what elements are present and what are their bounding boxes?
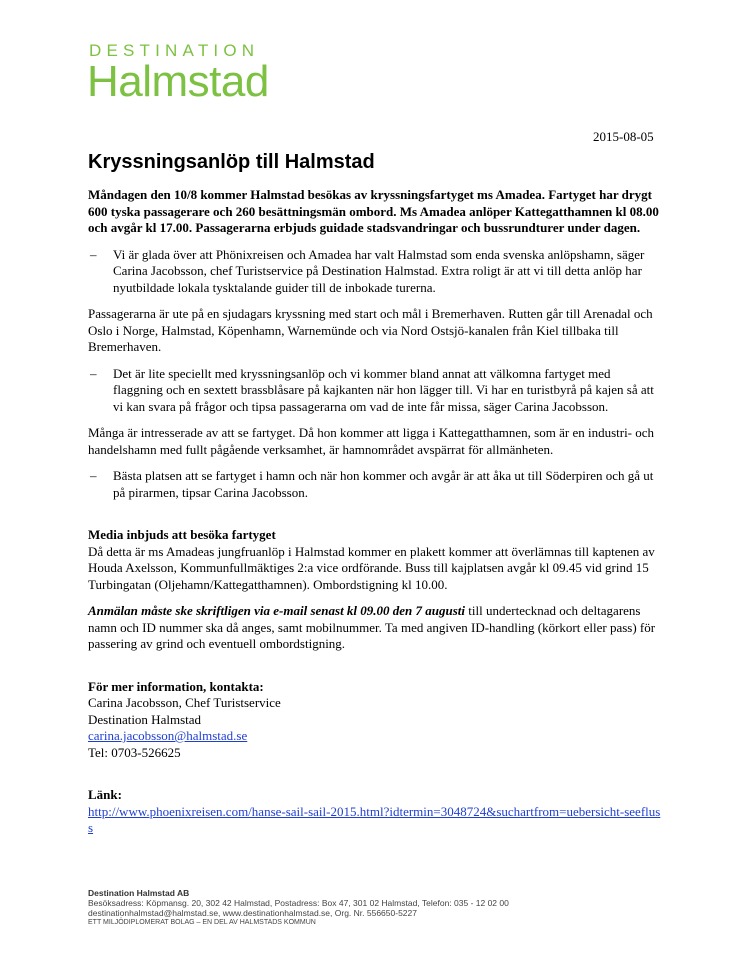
contact-heading: För mer information, kontakta: (88, 678, 264, 694)
dash-bullet: – (90, 365, 97, 381)
lead-paragraph: Måndagen den 10/8 kommer Halmstad besökas av kryssningsfartyget ms Amadea. Fartyget har drygt 600 tyska passagerare och 260 besättningsmän ombord. Ms Amadea anlöper Kattegatthamnen kl 08.00 och avgår kl 17.00. Passagerarna erbjuds guidade stadsvandringar och bussrundturer under dagen. (88, 187, 659, 235)
signup-emphasis: Anmälan måste ske skriftligen via e-mail senast kl 09.00 den 7 augusti (88, 603, 466, 618)
footer-address: Besöksadress: Köpmansg. 20, 302 42 Halmstad, Postadress: Box 47, 301 02 Halmstad, Telefon: 035 - 12 02 00 (88, 898, 509, 908)
contact-tel: Tel: 0703-526625 (88, 744, 181, 760)
quote-1 (88, 247, 663, 297)
contact-name: Carina Jacobsson, Chef Turistservice (88, 695, 281, 710)
signup-paragraph (88, 603, 663, 653)
logo-main-text: Halmstad (87, 57, 269, 106)
signup-rest: till undertecknad och deltagarens namn och ID nummer ska då anges, samt mobilnummer. Ta med angiven ID-handling (körkort eller pass) för passering av grind och eventuell ombordstigning. (88, 603, 656, 651)
quote-3 (88, 468, 663, 501)
footer-company: Destination Halmstad AB (88, 888, 190, 898)
document-date: 2015-08-05 (593, 129, 654, 144)
page-title: Kryssningsanlöp till Halmstad (88, 151, 375, 173)
media-text: Då detta är ms Amadeas jungfruanlöp i Halmstad kommer en plakett kommer att överlämnas till kaptenen av Houda Axelsson, Kommunfullmäktiges 2:a vice ordförande. Buss till kajplatsen avgår kl 09.45 vid grind 15 Turbingatan (Oljehamn/Kattegatthamnen). Ombordstigning kl 10.00. (88, 543, 655, 592)
paragraph-harbor: Många är intresserade av att se fartyget. Då hon kommer att ligga i Kattegatthamnen, som är en industri- och handelshamn med fullt pågående verksamhet, är hamnområdet avspärrat för allmänheten. (88, 425, 655, 457)
footer-tagline: ETT MILJÖDIPLOMERAT BOLAG – EN DEL AV HALMSTADS KOMMUN (88, 919, 316, 926)
document-body (88, 187, 663, 837)
quote-3-text: Bästa platsen att se fartyget i hamn och när hon kommer och avgår är att åka ut till Söderpiren och gå ut på pirarmen, tipsar Carina Jacobsson. (113, 468, 654, 500)
contact-org: Destination Halmstad (88, 711, 202, 727)
footer-contact: destinationhalmstad@halmstad.se, www.destinationhalmstad.se, Org. Nr. 556650-5227 (88, 908, 417, 918)
external-url-link[interactable]: http://www.phoenixreisen.com/hanse-sail-sail-2015.html?idtermin=3048724&suchartfrom=uebersicht-seefluss (88, 803, 661, 835)
media-heading: Media inbjuds att besöka fartyget (88, 527, 276, 542)
contact-email-link[interactable]: carina.jacobsson@halmstad.se (88, 728, 248, 743)
quote-2 (88, 366, 663, 416)
paragraph-route: Passagerarna är ute på en sjudagars kryssning med start och mål i Bremerhaven. Rutten går till Arenadal och Oslo i Norge, Halmstad, Köpenhamn, Warnemünde och via Nord Ostsjö-kanalen från Kiel tillbaka till Bremerhaven. (88, 306, 653, 354)
logo-top-text: DESTINATION (89, 41, 260, 60)
quote-2-text: Det är lite speciellt med kryssningsanlöp och vi kommer bland annat att välkomna fartyget med flaggning och en sextett brassblåsare på kajkanten när hon lägger till. Vi har en turistbyrå på kajen så att vi kan svara på frågor och tipsa passagerarna om vad de inte får missa, säger Carina Jacobsson. (113, 365, 654, 414)
link-heading: Länk: (88, 787, 122, 802)
footer (88, 888, 509, 928)
dash-bullet: – (90, 468, 97, 483)
dash-bullet: – (90, 246, 97, 262)
quote-1-text: Vi är glada över att Phönixreisen och Amadea har valt Halmstad som enda svenska anlöpshamn, säger Carina Jacobsson, chef Turistservice på Destination Halmstad. Extra roligt är att vi till detta anlöp har nyutbildade lokala tysktalande guider till de inbokade turerna. (113, 246, 645, 295)
